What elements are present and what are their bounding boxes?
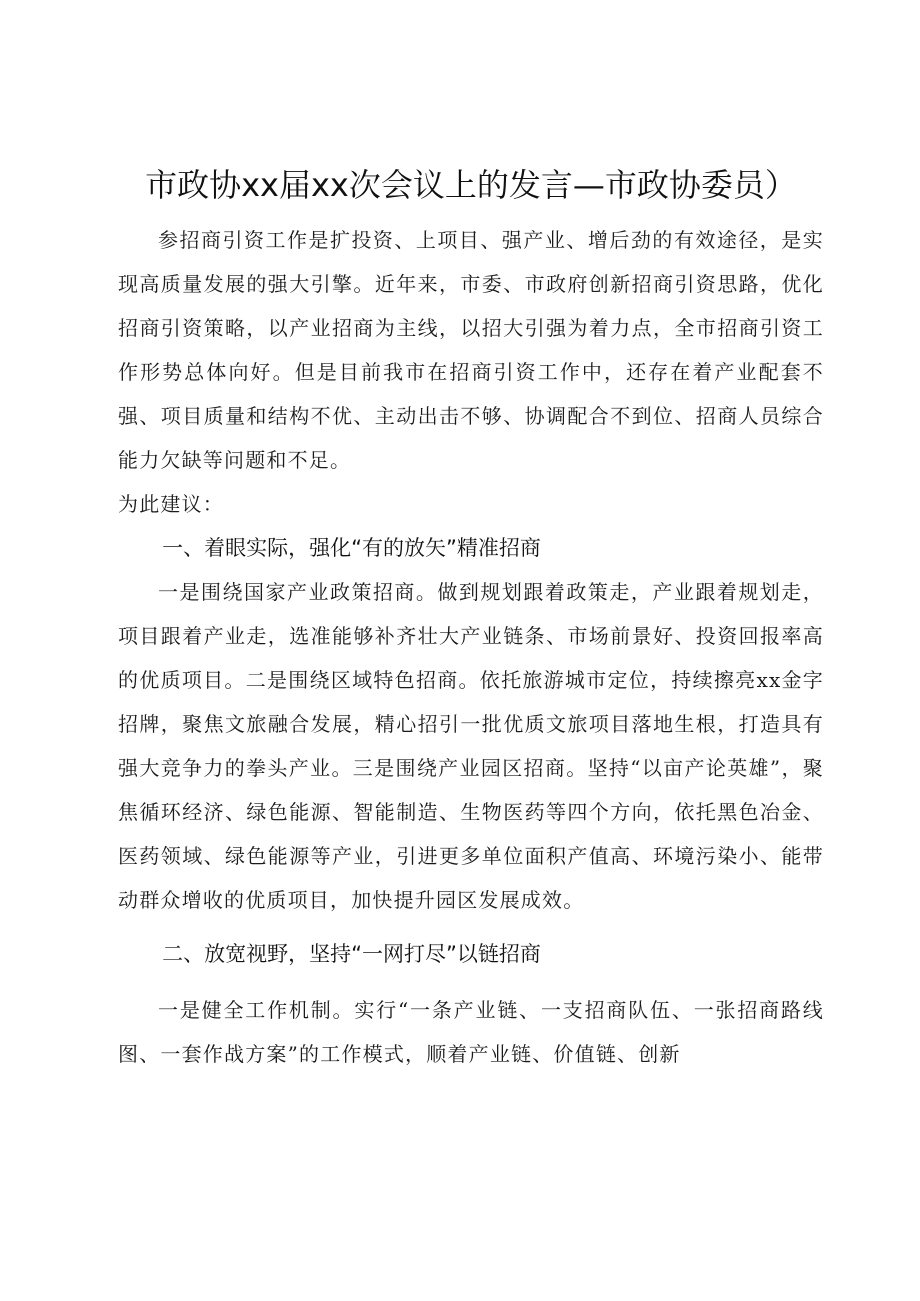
lead-line: 为此建议： xyxy=(118,492,224,516)
section-2-heading: 二、放宽视野，坚持“一网打尽”以链招商 xyxy=(162,942,541,966)
section-2-paragraph: 一是健全工作机制。实行“一条产业链、一支招商队伍、一张招商路线图、一套作战方案”的工作模式，顺着产业链、价值链、创新 xyxy=(118,998,824,1066)
document-body xyxy=(118,218,824,1076)
section-1-heading: 一、着眼实际，强化“有的放矢”精准招商 xyxy=(162,536,541,560)
document-title: 市政协xx届xx次会议上的发言—市政协委员） xyxy=(145,166,797,204)
intro-paragraph: 参招商引资工作是扩投资、上项目、强产业、增后劲的有效途径，是实现高质量发展的强大引擎。近年来，市委、市政府创新招商引资思路，优化招商引资策略，以产业招商为主线，以招大引强为着力点，全市招商引资工作形势总体向好。但是目前我市在招商引资工作中，还存在着产业配套不强、项目质量和结构不优、主动出击不够、协调配合不到位、招商人员综合能力欠缺等问题和不足。 xyxy=(118,228,824,472)
section-1-paragraph: 一是围绕国家产业政策招商。做到规划跟着政策走，产业跟着规划走，项目跟着产业走，选准能够补齐壮大产业链条、市场前景好、投资回报率高的优质项目。二是围绕区域特色招商。依托旅游城市定位，持续擦亮xx金字招牌，聚焦文旅融合发展，精心招引一批优质文旅项目落地生根，打造具有强大竞争力的拳头产业。三是围绕产业园区招商。坚持“以亩产论英雄”，聚焦循环经济、绿色能源、智能制造、生物医药等四个方向，依托黑色冶金、医药领域、绿色能源等产业，引进更多单位面积产值高、环境污染小、能带动群众增收的优质项目，加快提升园区发展成效。 xyxy=(118,580,824,912)
